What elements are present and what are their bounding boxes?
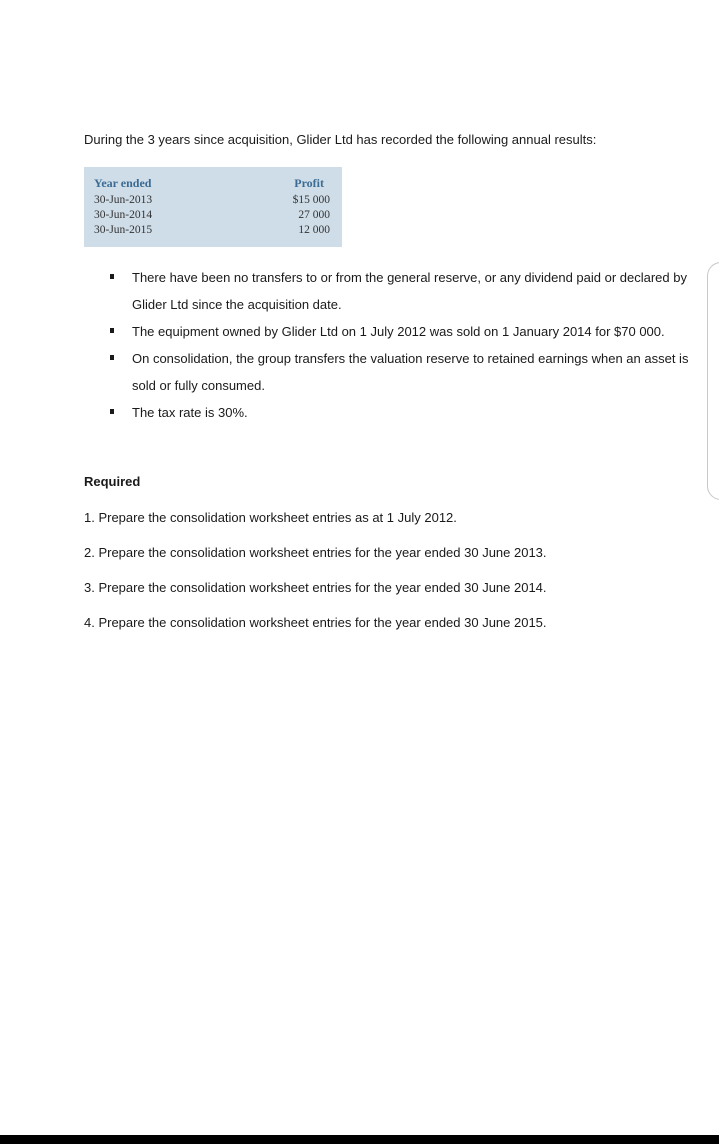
table-row bbox=[94, 224, 330, 239]
row-date: 30-Jun-2015 bbox=[94, 224, 153, 236]
bullet-text: The equipment owned by Glider Ltd on 1 July 2012 was sold on 1 January 2014 for $70 000. bbox=[132, 324, 665, 339]
table-header-profit: Profit bbox=[294, 176, 324, 190]
row-profit: 27 000 bbox=[298, 209, 330, 221]
annual-results-table bbox=[84, 167, 342, 247]
table-row bbox=[94, 194, 330, 209]
required-heading: Required bbox=[84, 474, 141, 489]
list-item: 2. Prepare the consolidation worksheet entries for the year ended 30 June 2013. bbox=[84, 545, 547, 560]
side-panel-handle[interactable] bbox=[707, 262, 719, 500]
list-item: 3. Prepare the consolidation worksheet entries for the year ended 30 June 2014. bbox=[84, 580, 547, 595]
row-profit: 12 000 bbox=[298, 224, 330, 236]
bottom-bar bbox=[0, 1135, 719, 1144]
square-bullet-icon bbox=[110, 328, 114, 333]
bullet-text: The tax rate is 30%. bbox=[132, 405, 248, 420]
table-header-year-ended: Year ended bbox=[94, 176, 152, 190]
square-bullet-icon bbox=[110, 409, 114, 414]
list-item: 1. Prepare the consolidation worksheet entries as at 1 July 2012. bbox=[84, 510, 457, 525]
bullet-text: On consolidation, the group transfers the valuation reserve to retained earnings when an asset is sold or fully consumed. bbox=[132, 351, 689, 393]
list-item bbox=[108, 264, 698, 318]
list-item: 4. Prepare the consolidation worksheet entries for the year ended 30 June 2015. bbox=[84, 615, 547, 630]
facts-bullet-list bbox=[108, 264, 698, 426]
table-row bbox=[94, 209, 330, 224]
square-bullet-icon bbox=[110, 355, 114, 360]
row-date: 30-Jun-2013 bbox=[94, 194, 153, 206]
bullet-text: There have been no transfers to or from the general reserve, or any dividend paid or declared by Glider Ltd since the acquisition date. bbox=[132, 270, 687, 312]
row-date: 30-Jun-2014 bbox=[94, 209, 153, 221]
row-profit: $15 000 bbox=[292, 194, 330, 206]
intro-paragraph: During the 3 years since acquisition, Glider Ltd has recorded the following annual results: bbox=[84, 132, 597, 147]
list-item bbox=[108, 318, 698, 345]
list-item bbox=[108, 345, 698, 399]
required-task-list bbox=[84, 510, 547, 650]
square-bullet-icon bbox=[110, 274, 114, 279]
list-item bbox=[108, 399, 698, 426]
